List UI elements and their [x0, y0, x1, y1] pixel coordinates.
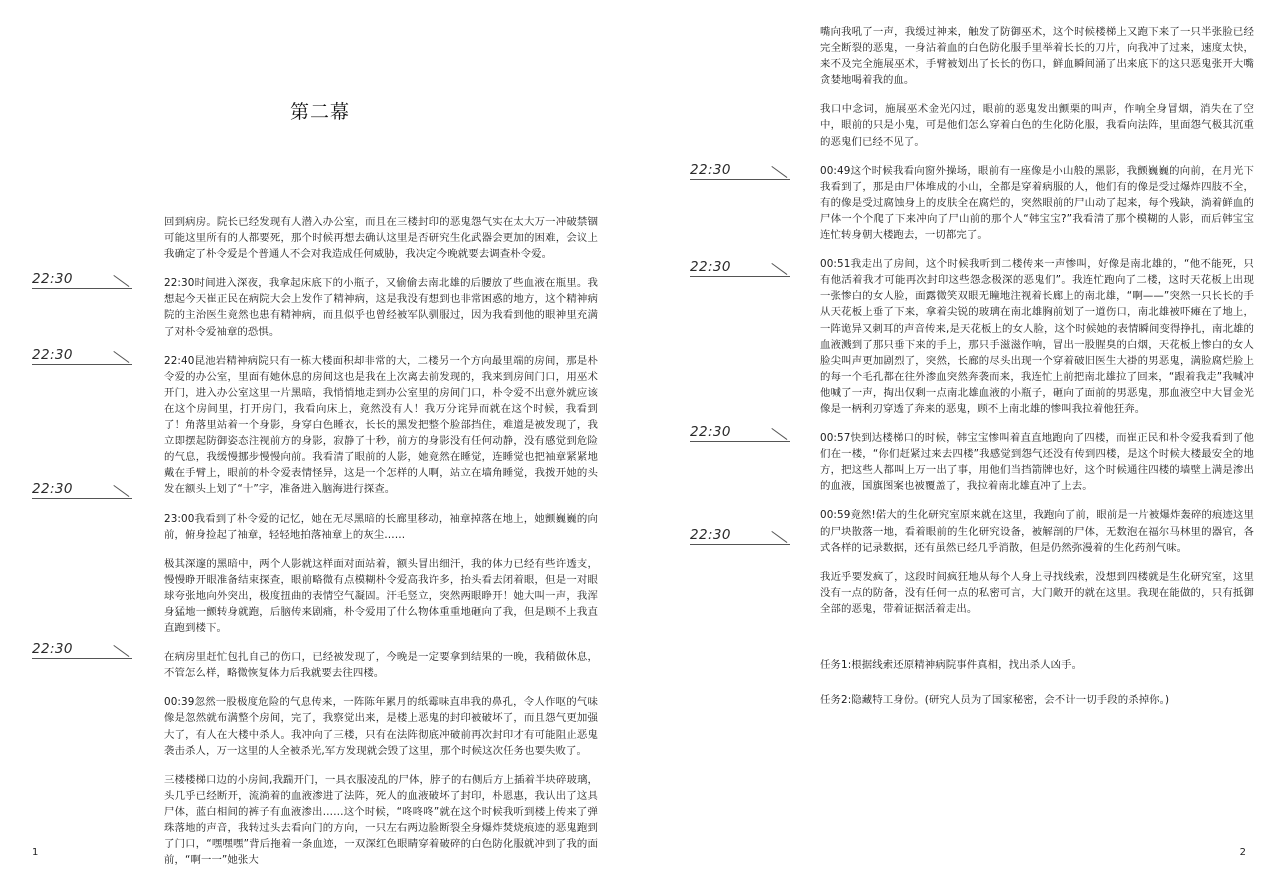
- stamp-tick-icon: [114, 485, 134, 498]
- task-item: 任务1:根据线索还原精神病院事件真相，找出杀人凶手。: [820, 659, 1083, 671]
- body-paragraph: 00:51我走出了房间，这个时候我听到二楼传来一声惨叫，好像是南北雄的，“他不能死，只有他活着我才可能再次封印这些怨念极深的恶鬼们”。我连忙跑向了二楼，这时天花板上出现一张惨白的女人脸，面露微笑双眼无瞳地注视着长廊上的南北雄，“啊——”突然一只长长的手从天花板上垂了下来，拿着尖锐的玻璃在南北雄胸前划了一道伤口，南北雄被吓瘫在了地上，一阵诡异又刺耳的声音传来,是天花板上的女人脸，这个时候她的表情瞬间变得挣扎，南北雄的血液溅到了那只垂下来的手上，那只手滋滋作响，冒出一股腥臭的白烟，天花板上惨白的女人脸尖叫声更加剧烈了，突然，长廊的尽头出现一个穿着破旧医生大褂的男恶鬼，满脸腐烂脸上的每一个毛孔都在往外渗血突然奔袭而来，我连忙上前把南北雄拉了回来，“跟着我走”我喊冲他喊了一声，掏出仅剩一点南北雄血液的小瓶子，砸向了面前的男恶鬼，那血液空中大冒金光像是一柄利刃穿透了奔来的恶鬼，顾不上南北雄的惨叫我拉着他狂奔。: [820, 258, 1254, 415]
- stamp-rule: [690, 276, 790, 277]
- body-paragraph: 00:39忽然一股极度危险的气息传来，一阵陈年累月的纸霉味直串我的鼻孔，令人作呕的气味像是忽然就布满整个房间，完了，我察觉出来，是楼上恶鬼的封印被破坏了，而且怨气更加强大了，有人在大楼中杀人。我冲向了三楼，只有在法阵彻底冲破前再次封印才有可能阻止恶鬼袭击杀人，万一这里的人全被杀光,军方发现就会毁了这里，那个时候这次任务也要失败了。: [164, 696, 598, 757]
- page-number: 2: [1239, 847, 1246, 858]
- body-paragraph: 我近乎要发疯了，这段时间疯狂地从每个人身上寻找线索，没想到四楼就是生化研究室，这里没有一点的防备，没有任何一点的私密可言，大门敞开的就在这里。我现在能做的，只有抵御全部的恶鬼，带着证据活着走出。: [820, 570, 1254, 615]
- stamp-tick-icon: [114, 351, 134, 364]
- stamp-tick-icon: [772, 428, 792, 441]
- stamp-rule: [690, 544, 790, 545]
- timestamp-stamp[interactable]: [32, 348, 144, 370]
- act-title: 第二幕: [289, 101, 350, 123]
- body-paragraph: 我口中念词，施展巫术金光闪过，眼前的恶鬼发出颤栗的叫声，作响全身冒烟，消失在了空中，眼前的只是小鬼，可是他们怎么穿着白色的生化防化服，我看向法阵，里面怨气极其沉重的恶鬼们已经不见了。: [820, 103, 1254, 148]
- right-page-body: [820, 24, 1254, 727]
- body-paragraph: 极其深邃的黑暗中，两个人影就这样面对面站着，额头冒出细汗，我的体力已经有些许透支，慢慢睁开眼准备结束探查，眼前略微有点模糊朴令爱高我许多，抬头看去闭着眼，但是一对眼球夸张地向外突出，极度扭曲的表情空气凝固。汗毛竖立，突然两眼睁开！她大叫一声，我浑身猛地一颤转身就跑，后脑传来剧痛，朴令爱用了什么物体重重地砸向了我，但是顾不上我直直跑到楼下。: [164, 557, 598, 635]
- timestamp-stamp[interactable]: [690, 163, 802, 185]
- stamp-rule: [690, 179, 790, 180]
- timestamp-stamp[interactable]: [690, 528, 802, 550]
- body-paragraph: 00:49这个时候我看向窗外操场，眼前有一座像是小山般的黑影，我颤巍巍的向前，在月光下我看到了，那是由尸体堆成的小山，全都是穿着病服的人，他们有的像是受过爆炸四肢不全，有的像是受过腐蚀身上的皮肤全在腐烂的，突然眼前的尸山动了起来，每个残缺，淌着鲜血的尸体一个个爬了下来冲向了尸山前的那个人“韩宝宝?”我看清了那个模糊的人影，而后韩宝宝连忙转身朝大楼跑去，一切都完了。: [820, 164, 1254, 242]
- timestamp-label: 22:30: [690, 162, 731, 178]
- body-paragraph: 00:57快到达楼梯口的时候，韩宝宝惨叫着直直地跑向了四楼，而崔正民和朴令爱我看到了他们在一楼，“你们赶紧过来去四楼”我感觉到怨气还没有传到四楼，是这个时候大楼最安全的地方，把这些人都叫上万一出了事，用他们当挡箭牌也好，这个时候通往四楼的墙壁上满是渗出的血液，国旗图案也被覆盖了，我拉着南北雄直冲了上去。: [820, 432, 1254, 493]
- body-paragraph: 22:40昆池岩精神病院只有一栋大楼面积却非常的大，二楼另一个方向最里端的房间，那是朴令爱的办公室，里面有她休息的房间这也是我在上次离去前发现的，我来到房间门口，用巫术开门，进入办公室这里一片黑暗，我悄悄地走到办公室里的房间门口，朴令爱不出意外就应该在这个房间里，打开房门，我看向床上，竟然没有人！我万分诧异而就在这个时候，我看到了！角落里站着一个身影，身穿白色睡衣，长长的黑发把整个脸部挡住，难道是被发现了，我立即摆起防御姿态注视前方的身影，寂静了十秒，前方的身影没有任何动静，没有感觉到危险的气息，我缓慢挪步慢慢向前。我看清了眼前的人影，她竟然在睡觉，连睡觉也把袖章紧紧地戴在手臂上，眼前的朴令爱表情怪异，这是一个怎样的人啊，站立在墙角睡觉，我拨开她的头发在额头上划了“十”字，准备进入脑海进行探查。: [164, 354, 598, 496]
- page-number: 1: [32, 847, 39, 858]
- timestamp-stamp[interactable]: [690, 260, 802, 282]
- timestamp-label: 22:30: [690, 424, 731, 440]
- timestamp-label: 22:30: [690, 259, 731, 275]
- stamp-tick-icon: [772, 531, 792, 544]
- timestamp-stamp[interactable]: [32, 642, 144, 664]
- body-paragraph: 回到病房。院长已经发现有人潜入办公室，而且在三楼封印的恶鬼怨气实在太大万一冲破禁锢可能这里所有的人都要死，那个时候再想去确认这里是否研究生化武器会更加的困难，会议上我确定了朴令爱是个普通人不会对我造成任何威胁，我决定今晚就要去调查朴令爱。: [164, 216, 598, 261]
- body-paragraph: 23:00我看到了朴令爱的记忆，她在无尽黑暗的长廊里移动，袖章掉落在地上，她颤巍巍的向前，俯身捡起了袖章，轻轻地拍落袖章上的灰尘……: [164, 512, 598, 541]
- body-paragraph: 嘴向我吼了一声，我缓过神来，触发了防御巫术，这个时候楼梯上又跑下来了一只半张脸已经完全断裂的恶鬼，一身沾着血的白色防化服手里举着长长的刀片，向我冲了过来，速度太快，来不及完全施展巫术，手臂被划出了长长的伤口，鲜血瞬间涌了出来底下的这只恶鬼张开大嘴贪婪地喝着我的血。: [820, 26, 1254, 87]
- task-item: 任务2:隐藏特工身份。(研究人员为了国家秘密，会不计一切手段的杀掉你。): [820, 694, 1170, 707]
- timestamp-stamp[interactable]: [690, 425, 802, 447]
- body-paragraph: 在病房里赶忙包扎自己的伤口，已经被发现了，今晚是一定要拿到结果的一晚，我稍做休息，不管怎么样，略微恢复体力后我就要去往四楼。: [164, 651, 598, 680]
- stamp-rule: [32, 658, 132, 659]
- stamp-tick-icon: [772, 263, 792, 276]
- stamp-tick-icon: [772, 166, 792, 179]
- timestamp-label: 22:30: [32, 271, 73, 287]
- timestamp-stamp[interactable]: [32, 272, 144, 294]
- body-paragraph: 00:59竟然!偌大的生化研究室原来就在这里，我跑向了前，眼前是一片被爆炸轰碎的痕迹这里的尸块散落一地，看着眼前的生化研究设备，被解剖的尸体，无数泡在福尔马林里的器官，各式各样的记录数据，还有虽然已经几乎消散，但是仍然弥漫着的生化药剂气味。: [820, 509, 1254, 554]
- page-right: [640, 0, 1280, 890]
- stamp-rule: [32, 498, 132, 499]
- timestamp-label: 22:30: [32, 641, 73, 657]
- timestamp-label: 22:30: [690, 527, 731, 543]
- stamp-rule: [32, 288, 132, 289]
- stamp-tick-icon: [114, 275, 134, 288]
- left-page-body: [164, 214, 598, 881]
- task-list: [820, 657, 1254, 708]
- stamp-rule: [32, 364, 132, 365]
- timestamp-label: 22:30: [32, 481, 73, 497]
- body-paragraph: 22:30时间进入深夜，我拿起床底下的小瓶子，又偷偷去南北雄的后腰放了些血液在瓶里。我想起今天崔正民在病院大会上发作了精神病，这是我没有想到也非常困惑的地方，这个精神病院的主治医生竟然也患有精神病，而且似乎也曾经被军队驯服过，因为我看到他的眼神里充满了对朴令爱袖章的恐惧。: [164, 277, 598, 338]
- stamp-rule: [690, 441, 790, 442]
- timestamp-label: 22:30: [32, 347, 73, 363]
- stamp-tick-icon: [114, 645, 134, 658]
- body-paragraph: 三楼楼梯口边的小房间,我踹开门，一具衣服凌乱的尸体，脖子的右侧后方上插着半块碎玻璃，头几乎已经断开，流淌着的血液渗进了法阵，死人的血液破坏了封印，朴恩惠，我认出了这具尸体，蓝白相间的裤子有血液渗出……这个时候，“咚咚咚”就在这个时候我听到楼上传来了弹珠落地的声音，我转过头去看向门的方向，一只左右两边脸断裂全身爆炸焚烧痕迹的恶鬼跑到了门口，“嘿嘿嘿”背后拖着一条血迹，一双深红色眼睛穿着破碎的白色防化服就冲到了我的面前，“啊一一”她张大: [164, 773, 598, 867]
- timestamp-stamp[interactable]: [32, 482, 144, 504]
